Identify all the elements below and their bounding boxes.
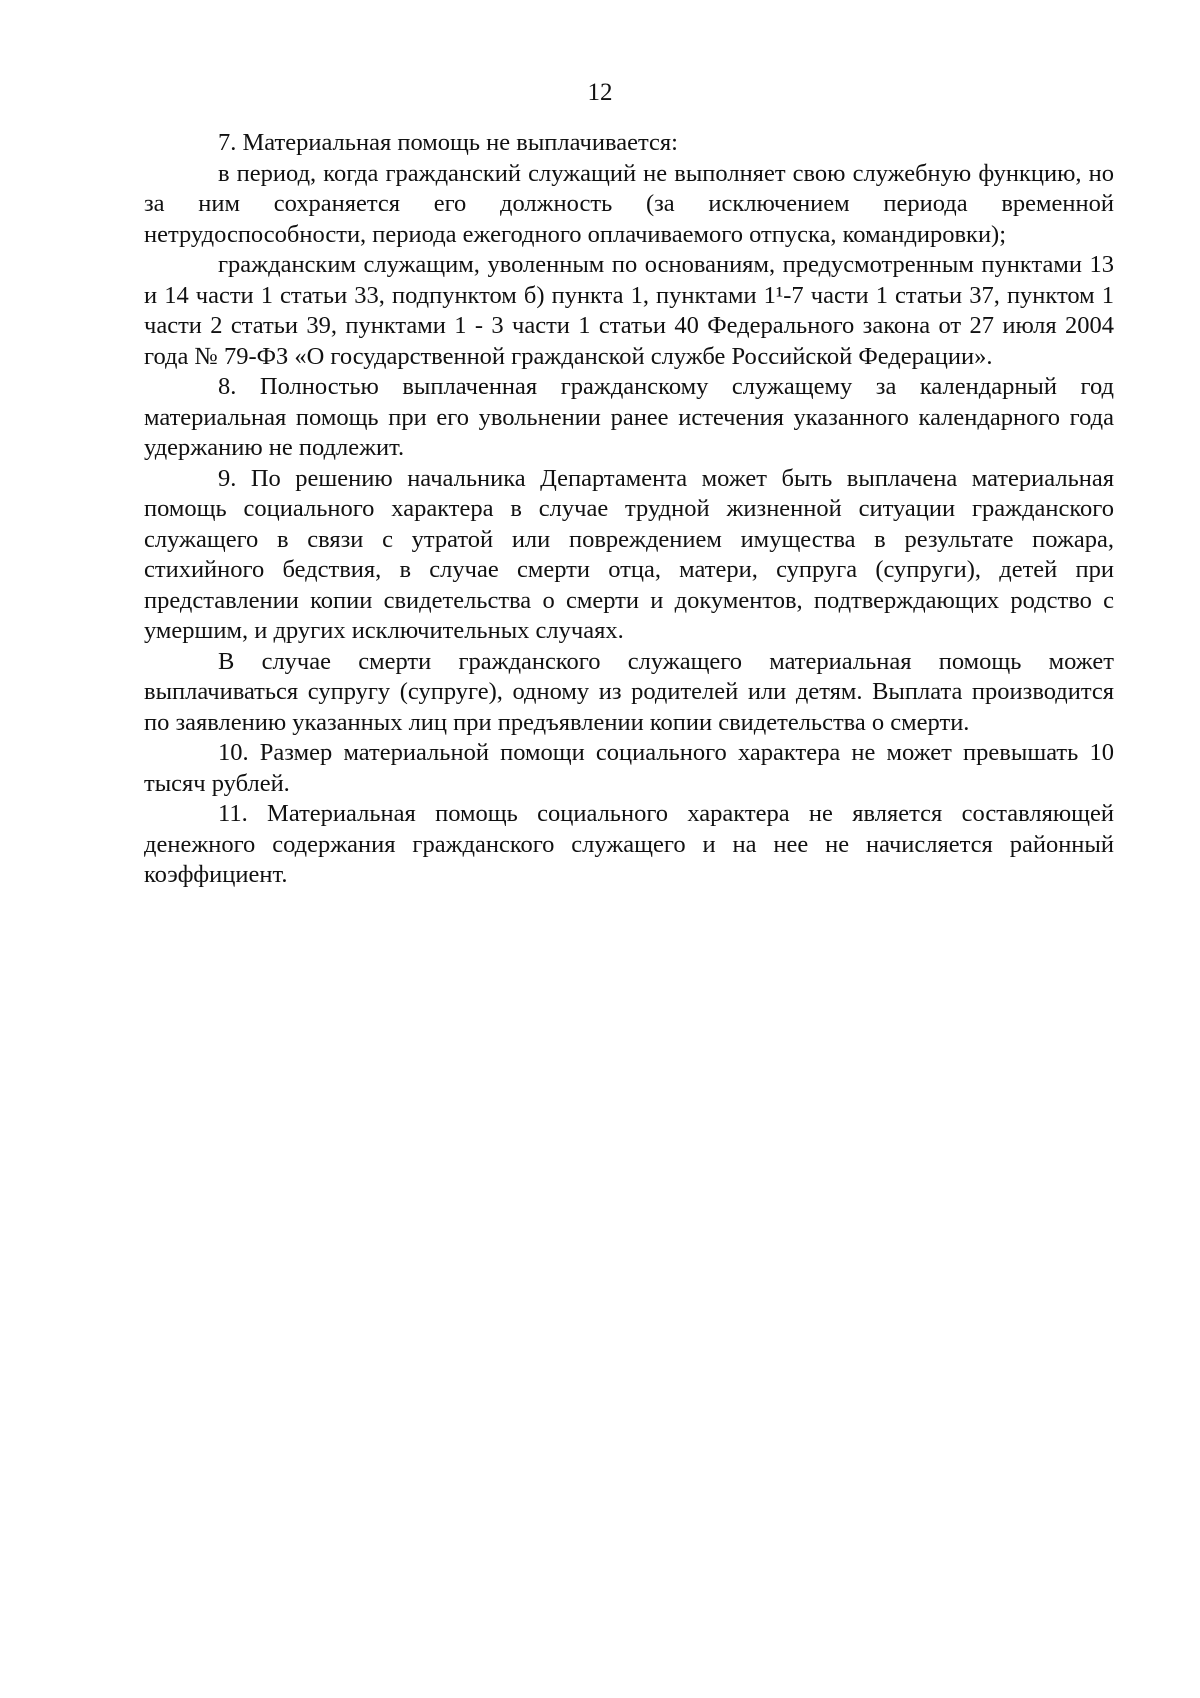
paragraph-10: 10. Размер материальной помощи социального характера не может превышать 10 тысяч рублей.: [144, 739, 1114, 797]
document-body: [144, 128, 1114, 891]
paragraph-7-item-2: гражданским служащим, уволенным по основаниям, предусмотренным пунктами 13 и 14 части 1 статьи 33, подпунктом б) пункта 1, пунктами 1¹-7 части 1 статьи 37, пунктом 1 части 2 статьи 39, пунктами 1 - 3 части 1 статьи 40 Федерального закона от 27 июля 2004 года № 79-ФЗ «О государственной гражданской службе Российской Федерации».: [144, 251, 1114, 370]
paragraph-7-item-1: в период, когда гражданский служащий не выполняет свою служебную функцию, но за ним сохраняется его должность (за исключением периода временной нетрудоспособности, периода ежегодного оплачиваемого отпуска, командировки);: [144, 159, 1114, 248]
paragraph-8: 8. Полностью выплаченная гражданскому служащему за календарный год материальная помощь при его увольнении ранее истечения указанного календарного года удержанию не подлежит.: [144, 373, 1114, 461]
paragraph-7: 7. Материальная помощь не выплачивается:: [218, 129, 678, 156]
page-number: 12: [587, 79, 613, 106]
paragraph-11: 11. Материальная помощь социального характера не является составляющей денежного содержания гражданского служащего и на нее не начисляется районный коэффициент.: [144, 800, 1114, 888]
paragraph-9: 9. По решению начальника Департамента может быть выплачена материальная помощь социального характера в случае трудной жизненной ситуации гражданского служащего в связи с утратой или повреждением имущества в результате пожара, стихийного бедствия, в случае смерти отца, матери, супруга (супруги), детей при представлении копии свидетельства о смерти и документов, подтверждающих родство с умершим, и других исключительных случаях.: [144, 464, 1114, 644]
paragraph-9-continuation: В случае смерти гражданского служащего материальная помощь может выплачиваться супругу (супруге), одному из родителей или детям. Выплата производится по заявлению указанных лиц при предъявлении копии свидетельства о смерти.: [144, 647, 1114, 736]
